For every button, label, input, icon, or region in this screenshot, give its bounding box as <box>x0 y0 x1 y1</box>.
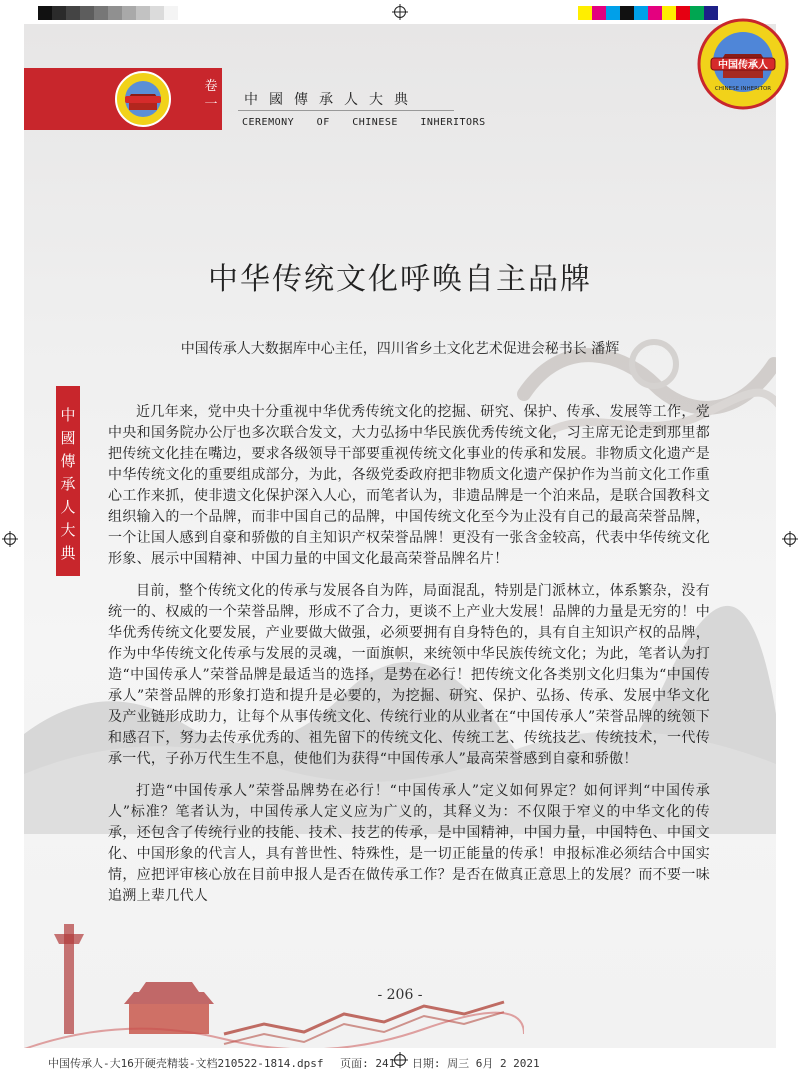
color-swatch <box>620 6 634 20</box>
color-swatch <box>38 6 52 20</box>
color-swatch <box>136 6 150 20</box>
article-paragraph: 目前，整个传统文化的传承与发展各自为阵，局面混乱，特别是门派林立，体系繁杂，没有统一的、权威的一个荣誉品牌，形成不了合力，更谈不上产业大发展！品牌的力量是无穷的！中华优秀传统文化要发展，产业要做大做强，必须要拥有自身特色的，具有自主知识产权的品牌，作为中华传统文化传承与发展的灵魂，一面旗帜，来统领中华民族传统文化；为此，笔者认为打造“中国传承人”荣誉品牌是最适当的选择，是势在必行！把传统文化各类别文化归集为“中国传承人”荣誉品牌的形象打造和提升是必要的，为挖掘、研究、保护、弘扬、传承、发展中华文化及产业链形成助力，让每个从事传统文化、传统行业的从业者在“中国传承人”荣誉品牌的统领下和感召下，努力去传承优秀的、祖先留下的传统文化、传统工艺、传统技艺、传统技术，一代传承一代，子孙万代生生不息，使他们为获得“中国传承人”最高荣誉感到自豪和骄傲！ <box>108 583 710 767</box>
side-tab-char: 承 <box>60 475 76 493</box>
article-paragraph: 近几年来，党中央十分重视中华优秀传统文化的挖掘、研究、保护、传承、发展等工作，党中央和国务院办公厅也多次联合发文，大力弘扬中华民族优秀传统文化，习主席无论走到那里都把传统文化挂在嘴边，要求各级领导干部要重视传统文化事业的传承和发展。非物质文化遗产是中华传统文化的重要组成部分，为此，各级党委政府把非物质文化遗产保护作为当前文化工作重心工作来抓，使非遗文化保护深入人心，而笔者认为，非遗品牌是一个泊来品，是联合国教科文组织输入的一个品牌，而非中国自己的品牌，中国传统文化至今为止没有自己的最高荣誉品牌，一个让国人感到自豪和骄傲的自主知识产权荣誉品牌！更没有一张含金较高，代表中华传统文化形象、展示中国精神、中国力量的中国文化最高荣誉品牌名片！ <box>108 404 710 567</box>
gate-tower-logo-icon <box>697 18 789 110</box>
color-swatch <box>662 6 676 20</box>
side-tab-char: 典 <box>60 544 76 562</box>
registration-mark-icon <box>782 531 798 547</box>
color-swatch <box>648 6 662 20</box>
side-tab-vertical-title <box>56 386 80 576</box>
footer-page: 页面: 241 <box>340 1057 396 1070</box>
tiananmen-great-wall-decoration <box>24 914 524 1048</box>
side-tab-char: 傳 <box>60 452 76 470</box>
header-red-band <box>24 68 200 130</box>
color-swatch <box>634 6 648 20</box>
header-title-cn: 中國傳承人大典 <box>244 92 419 108</box>
article-paragraph: 打造“中国传承人”荣誉品牌势在必行！“中国传承人”定义如何界定？如何评判“中国传承人”标准？笔者认为，中国传承人定义应为广义的，其释义为：不仅限于窄义的中华文化的传承，还包含了传统行业的技能、技术、技艺的传承，是中国精神，中国力量，中国特色、中国文化、中国形象的代言人，具有普世性、特殊性，是一切正能量的传承！申报标准必须结合中国实情，应把评审核心放在目前申报人是否在做传承工作？是否在做真正意思上的发展？而不要一味追溯上辈几代人 <box>108 783 710 904</box>
color-swatch <box>80 6 94 20</box>
side-tab-char: 大 <box>60 521 76 539</box>
logo-text: 中国传承人 <box>718 60 768 71</box>
gray-calibration-bar <box>38 6 178 20</box>
article-body <box>108 402 710 918</box>
header-title-en: CEREMONY OF CHINESE INHERITORS <box>242 117 486 128</box>
author-byline: 中国传承人大数据库中心主任，四川省乡土文化艺术促进会秘书长 潘辉 <box>180 341 620 357</box>
header-divider <box>238 110 454 111</box>
gate-tower-logo-icon <box>113 70 173 128</box>
color-swatch <box>676 6 690 20</box>
color-swatch <box>150 6 164 20</box>
color-swatch <box>578 6 592 20</box>
registration-mark-icon <box>2 531 18 547</box>
side-tab-char: 中 <box>60 406 76 424</box>
logo-en-text: CHINESE INHERITOR <box>714 86 772 92</box>
color-swatch <box>606 6 620 20</box>
article-title: 中华传统文化呼唤自主品牌 <box>208 262 592 297</box>
footer-file: 中国传承人-大16开硬壳精装-文档210522-1814.dpsf <box>48 1057 324 1070</box>
side-tab-char: 國 <box>60 429 76 447</box>
print-footer <box>48 1055 550 1071</box>
side-tab-char: 人 <box>60 498 76 516</box>
footer-date: 日期: 周三 6月 2 2021 <box>411 1057 540 1070</box>
page-number: - 206 - <box>377 987 423 1003</box>
color-swatch <box>122 6 136 20</box>
color-swatch <box>94 6 108 20</box>
volume-label: 卷一 <box>200 68 222 130</box>
registration-mark-icon <box>392 4 408 20</box>
color-swatch <box>592 6 606 20</box>
color-swatch <box>52 6 66 20</box>
color-swatch <box>108 6 122 20</box>
color-swatch <box>66 6 80 20</box>
color-swatch <box>164 6 178 20</box>
